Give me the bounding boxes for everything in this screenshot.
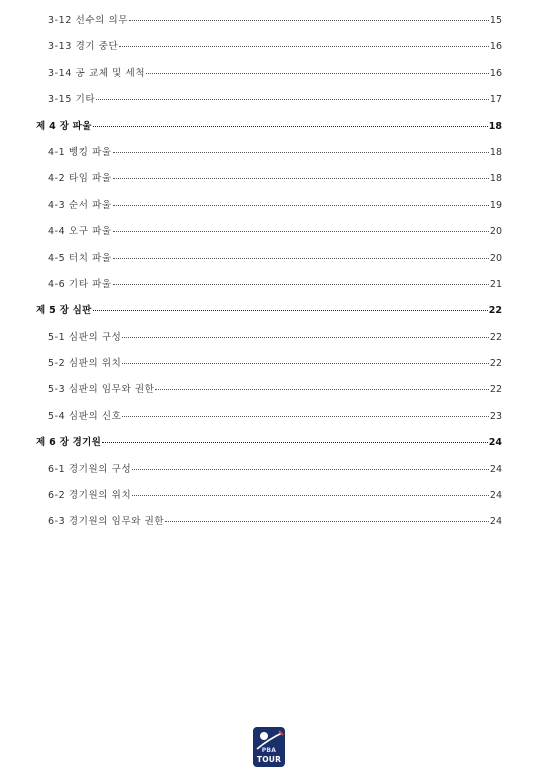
toc-entry-label: 3-14 공 교체 및 세척 xyxy=(48,67,146,79)
toc-entry-page-number: 17 xyxy=(489,94,502,106)
toc-section-entry[interactable] xyxy=(36,12,502,38)
dot-leader xyxy=(113,152,489,153)
toc-chapter-entry[interactable] xyxy=(36,302,502,328)
dot-leader xyxy=(113,205,489,206)
toc-entry-page-number: 22 xyxy=(489,384,502,396)
toc-entry-page-number: 24 xyxy=(489,516,502,528)
toc-entry-label: 제 5 장 심판 xyxy=(36,305,92,317)
toc-entry-page-number: 24 xyxy=(488,437,502,449)
toc-section-entry[interactable] xyxy=(36,65,502,91)
toc-section-entry[interactable] xyxy=(36,38,502,64)
toc-entry-label: 6-1 경기원의 구성 xyxy=(48,463,132,475)
toc-entry-label: 3-13 경기 중단 xyxy=(48,41,119,53)
toc-section-entry[interactable] xyxy=(36,91,502,117)
toc-section-entry[interactable] xyxy=(36,276,502,302)
dot-leader xyxy=(122,416,488,417)
toc-entry-label: 5-2 심판의 위치 xyxy=(48,358,122,370)
toc-entry-label: 3-12 선수의 의무 xyxy=(48,15,129,26)
toc-section-entry[interactable] xyxy=(36,223,502,249)
pba-tour-logo xyxy=(253,727,285,767)
dot-leader xyxy=(165,521,489,522)
dot-leader xyxy=(96,99,489,100)
dot-leader xyxy=(113,231,489,232)
toc-section-entry[interactable] xyxy=(36,329,502,355)
toc-entry-label: 4-2 타임 파울 xyxy=(48,173,112,185)
toc-entry-page-number: 22 xyxy=(488,305,502,317)
toc-chapter-entry[interactable] xyxy=(36,434,502,460)
logo-text-pba: PBA xyxy=(261,747,277,754)
toc-entry-page-number: 22 xyxy=(489,331,502,343)
toc-entry-label: 4-1 벵킹 파울 xyxy=(48,146,112,158)
toc-entry-label: 5-1 심판의 구성 xyxy=(48,331,122,343)
dot-leader xyxy=(119,46,489,47)
toc-entry-label: 5-3 심판의 임무와 권한 xyxy=(48,384,155,396)
toc-entry-label: 제 4 장 파울 xyxy=(36,120,92,132)
toc-entry-label: 4-5 터치 파울 xyxy=(48,252,112,264)
toc-entry-page-number: 16 xyxy=(489,67,502,79)
toc-entry-label: 4-6 기타 파울 xyxy=(48,278,112,290)
toc-entry-page-number: 16 xyxy=(489,41,502,53)
toc-entry-label: 4-3 순서 파울 xyxy=(48,199,112,211)
toc-section-entry[interactable] xyxy=(36,461,502,487)
dot-leader xyxy=(102,442,488,443)
toc-entry-page-number: 18 xyxy=(489,146,502,158)
toc-entry-label: 5-4 심판의 신호 xyxy=(48,410,122,422)
toc-section-entry[interactable] xyxy=(36,513,502,539)
dot-leader xyxy=(122,337,488,338)
dot-leader xyxy=(122,363,488,364)
toc-entry-label: 6-2 경기원의 위치 xyxy=(48,490,132,502)
toc-chapter-entry[interactable] xyxy=(36,118,502,144)
toc-section-entry[interactable] xyxy=(36,408,502,434)
toc-entry-page-number: 18 xyxy=(489,173,502,185)
toc-entry-page-number: 22 xyxy=(489,358,502,370)
toc-entry-page-number: 18 xyxy=(488,120,502,132)
dot-leader xyxy=(113,284,489,285)
toc-entry-page-number: 20 xyxy=(489,252,502,264)
dot-leader xyxy=(146,73,489,74)
toc-entry-label: 제 6 장 경기원 xyxy=(36,437,102,449)
dot-leader xyxy=(155,389,489,390)
toc-section-entry[interactable] xyxy=(36,250,502,276)
dot-leader xyxy=(129,20,489,21)
toc-section-entry[interactable] xyxy=(36,487,502,513)
toc-entry-page-number: 15 xyxy=(489,15,502,26)
dot-leader xyxy=(113,258,489,259)
toc-entry-page-number: 20 xyxy=(489,226,502,238)
toc-entry-page-number: 19 xyxy=(489,199,502,211)
toc-entry-label: 6-3 경기원의 임무와 권한 xyxy=(48,516,165,528)
toc-entry-page-number: 24 xyxy=(489,463,502,475)
toc-section-entry[interactable] xyxy=(36,197,502,223)
dot-leader xyxy=(93,126,488,127)
toc-section-entry[interactable] xyxy=(36,381,502,407)
logo-text-tour: TOUR xyxy=(256,755,282,764)
dot-leader xyxy=(132,495,489,496)
dot-leader xyxy=(93,310,488,311)
toc-section-entry[interactable] xyxy=(36,170,502,196)
toc-entry-page-number: 21 xyxy=(489,278,502,290)
dot-leader xyxy=(113,178,489,179)
toc-entry-label: 3-15 기타 xyxy=(48,94,96,106)
toc-entry-page-number: 23 xyxy=(489,410,502,422)
toc-section-entry[interactable] xyxy=(36,144,502,170)
table-of-contents xyxy=(36,12,502,540)
toc-section-entry[interactable] xyxy=(36,355,502,381)
dot-leader xyxy=(132,469,489,470)
toc-entry-page-number: 24 xyxy=(489,490,502,502)
toc-entry-label: 4-4 오구 파울 xyxy=(48,226,112,238)
